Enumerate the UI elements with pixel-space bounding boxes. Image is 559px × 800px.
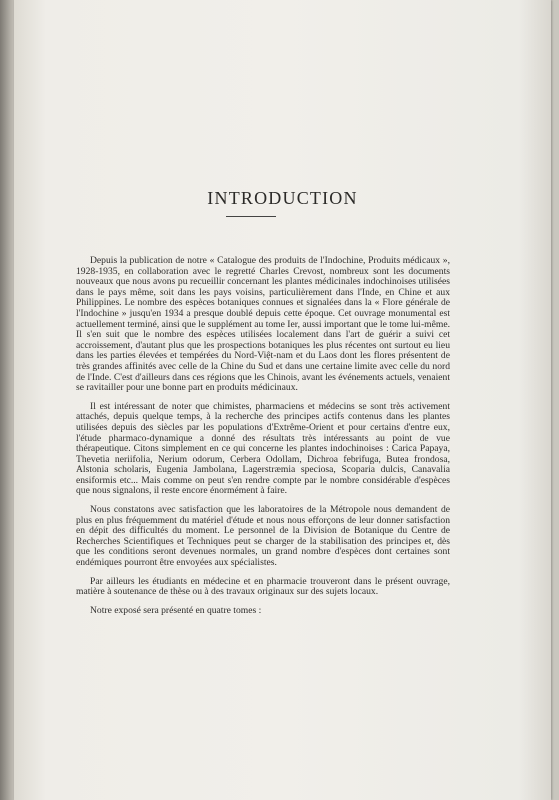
title-rule (226, 216, 276, 217)
paragraph: Nous constatons avec satisfaction que les laboratoires de la Métropole nous demandent de plus en plus fréquemment du matériel d'étude et nous nous efforçons de leur donner satisfaction en dépit des difficultés du moment. Le personnel de la Division de Botanique du Centre de Recherches Scientifiques et Techniques peut se charger de la stabilisation des principes et, dès que les conditions seront devenues normales, un grand nombre d'espèces dont certaines sont endémiques pourront être envoyées aux spécialistes. (76, 504, 450, 569)
paragraph: Notre exposé sera présenté en quatre tomes : (90, 604, 262, 616)
paragraph: Il est intéressant de noter que chimistes, pharmaciens et médecins se sont très activement attachés, depuis quelque temps, à la recherche des principes actifs contenus dans les plantes utilisées depuis des siècles par les populations d'Extrême-Orient et pour certains d'entre eux, l'étude pharmaco-dynamique a donné des résultats très intéressants au point de vue thérapeutique. Citons simplement en ce qui concerne les plantes indochinoises : Carica Papaya, Thevetia neriifolia, Nerium odorum, Cerbera Odollam, Dichroa febrifuga, Butea frondosa, Alstonia scholaris, Eugenia Jambolana, Lagerstræmia speciosa, Scoparia dulcis, Canavalia ensiformis etc... Mais comme on peut s'en rendre compte par le nombre considérable d'espèces que nous signalons, il reste encore énormément à faire. (76, 400, 450, 497)
body-text (76, 256, 450, 616)
paragraph: Depuis la publication de notre « Catalogue des produits de l'Indochine, Produits médicaux », 1928-1935, en collaboration avec le regretté Charles Crevost, nombreux sont les documents nouveaux que nous avons pu recueillir concernant les plantes médicinales indochinoises utilisées dans le pays même, soit dans les pays voisins, particulièrement dans l'Inde, en Chine et aux Philippines. Le nombre des espèces botaniques connues et signalées dans la « Flore générale de l'Indochine » jusqu'en 1934 a presque doublé depuis cette époque. Cet ouvrage monumental est actuellement terminé, ainsi que le supplément au tome Ier, aussi important que le tome lui-même. Il s'en suit que le nombre des espèces utilisées localement dans l'art de guérir a suivi cet accroissement, d'autant plus que les prospections botaniques les plus récentes ont surtout eu lieu dans les parties élevées et tempérées du Nord-Việt-nam et du Laos dont les flores présentent de très grandes affinités avec celle de la Chine du Sud et dans une certaine limite avec celle du nord de l'Inde. C'est d'ailleurs dans ces régions que les Chinois, avant les événements actuels, venaient se ravitailler pour une bonne part en produits médicinaux. (76, 255, 450, 394)
paragraph: Par ailleurs les étudiants en médecine et en pharmacie trouveront dans le présent ouvrage, matière à soutenance de thèse ou à des travaux originaux sur des sujets locaux. (76, 575, 450, 598)
page-title: INTRODUCTION (207, 188, 358, 208)
book-page (14, 0, 551, 800)
